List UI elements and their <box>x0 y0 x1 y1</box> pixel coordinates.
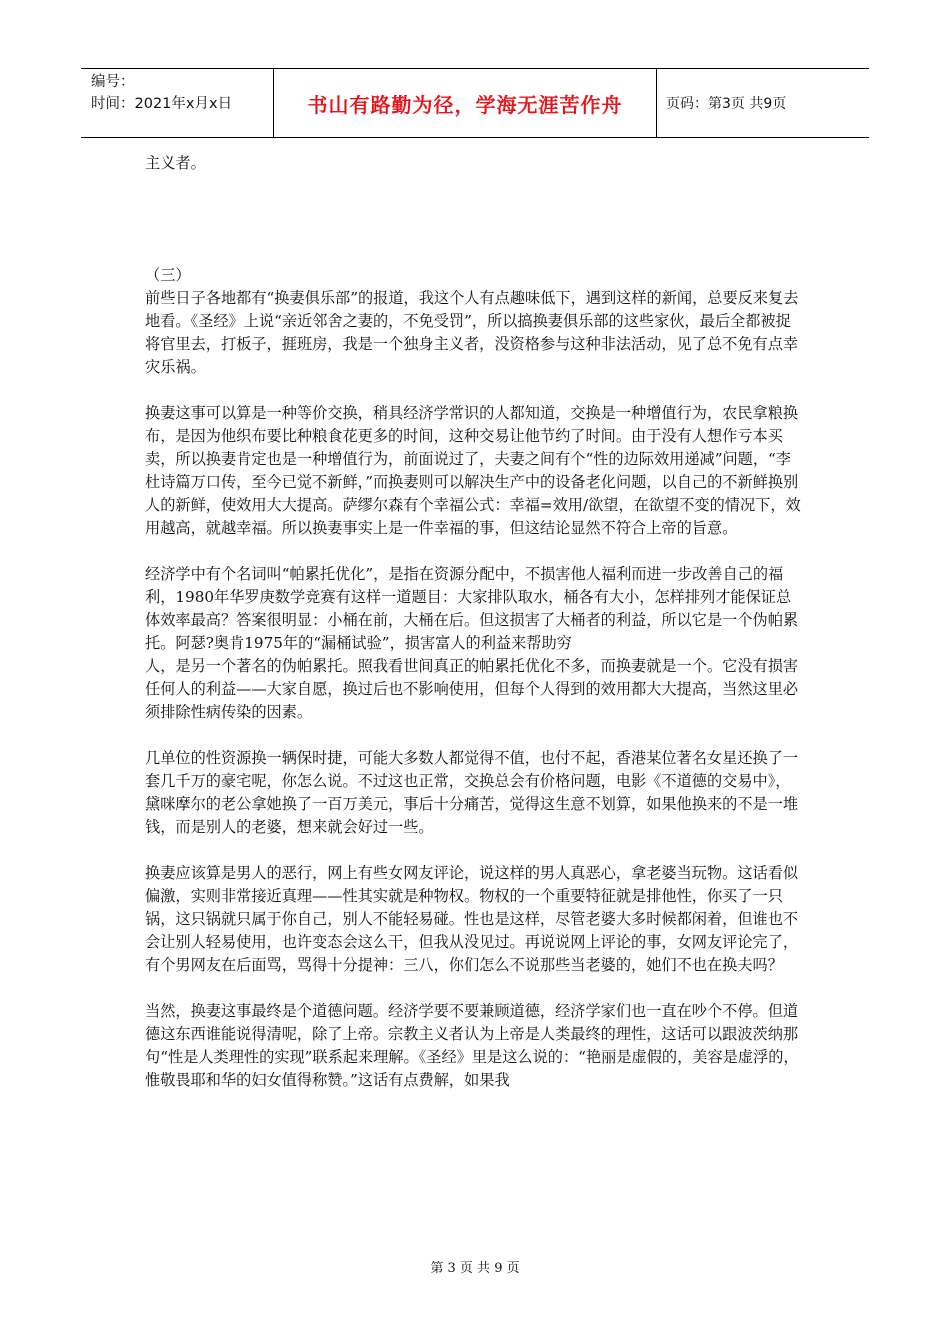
paragraph: 换妻这事可以算是一种等价交换，稍具经济学常识的人都知道，交换是一种增值行为，农民拿粮换布，是因为他织布要比种粮食花更多的时间，这种交易让他节约了时间。由于没有人想作亏本买卖，所以换妻肯定也是一种增值行为，前面说过了，夫妻之间有个“性的边际效用递减”问题，“李杜诗篇万口传，至今已觉不新鲜，”而换妻则可以解决生产中的设备老化问题，以自己的不新鲜换别人的新鲜，使效用大大提高。萨缪尔森有个幸福公式：幸福=效用/欲望，在欲望不变的情况下，效用越高，就越幸福。所以换妻事实上是一件幸福的事，但这结论显然不符合上帝的旨意。 <box>145 404 801 537</box>
page-header <box>81 68 869 138</box>
header-page-info: 页码：第3页 共9页 <box>666 96 787 112</box>
paragraph: 换妻应该算是男人的恶行，网上有些女网友评论，说这样的男人真恶心，拿老婆当玩物。这话看似偏激，实则非常接近真理——性其实就是种物权。物权的一个重要特征就是排他性，你买了一只锅，这只锅就只属于你自己，别人不能轻易碰。性也是这样，尽管老婆大多时候都闲着，但谁也不会让别人轻易使用，也许变态会这么干，但我从没见过。再说说网上评论的事，女网友评论完了，有个男网友在后面骂，骂得十分提神：三八，你们怎么不说那些当老婆的，她们不也在换夫吗？ <box>145 864 799 974</box>
paragraph: 经济学中有个名词叫“帕累托优化”，是指在资源分配中，不损害他人福利而进一步改善自己的福利，1980年华罗庚数学竞赛有这样一道题目：大家排队取水，桶各有大小，怎样排列才能保证总体效率最高？答案很明显：小桶在前，大桶在后。但这损害了大桶者的利益，所以它是一个伪帕累托。阿瑟?奥肯1975年的“漏桶试验”，损害富人的利益来帮助穷 <box>145 565 799 652</box>
paragraph: 前些日子各地都有“换妻俱乐部”的报道，我这个人有点趣味低下，遇到这样的新闻，总要反来复去地看。《圣经》上说“亲近邻舍之妻的，不免受罚”，所以搞换妻俱乐部的这些家伙，最后全都被捉将官里去，打板子，捱班房，我是一个独身主义者，没资格参与这种非法活动，见了总不免有点幸灾乐祸。 <box>145 289 799 376</box>
header-meta <box>81 69 274 137</box>
section-label: （三） <box>145 266 191 284</box>
header-motto: 书山有路勤为径，学海无涯苦作舟 <box>274 69 657 137</box>
document-body <box>145 152 802 1092</box>
paragraph: 人，是另一个著名的伪帕累托。照我看世间真正的帕累托优化不多，而换妻就是一个。它没有损害任何人的利益——大家自愿，换过后也不影响使用，但每个人得到的效用都大大提高，当然这里必须排除性病传染的因素。 <box>145 657 799 721</box>
paragraph: 当然，换妻这事最终是个道德问题。经济学要不要兼顾道德，经济学家们也一直在吵个不停。但道德这东西谁能说得清呢，除了上帝。宗教主义者认为上帝是人类最终的理性，这话可以跟波茨纳那句“性是人类理性的实现”联系起来理解。《圣经》里是这么说的：“艳丽是虚假的，美容是虚浮的，惟敬畏耶和华的妇女值得称赞。”这话有点费解，如果我 <box>145 1002 799 1089</box>
continued-line: 主义者。 <box>145 154 206 172</box>
paragraph: 几单位的性资源换一辆保时捷，可能大多数人都觉得不值，也付不起，香港某位著名女星还换了一套几千万的豪宅呢，你怎么说。不过这也正常，交换总会有价格问题，电影《不道德的交易中》，黛咪摩尔的老公拿她换了一百万美元，事后十分痛苦，觉得这生意不划算，如果他换来的不是一堆钱，而是别人的老婆，想来就会好过一些。 <box>145 749 799 836</box>
number-label: 编号： <box>91 74 135 90</box>
time-label: 时间：2021年x月x日 <box>91 96 233 112</box>
page-footer: 第 3 页 共 9 页 <box>430 1261 520 1276</box>
